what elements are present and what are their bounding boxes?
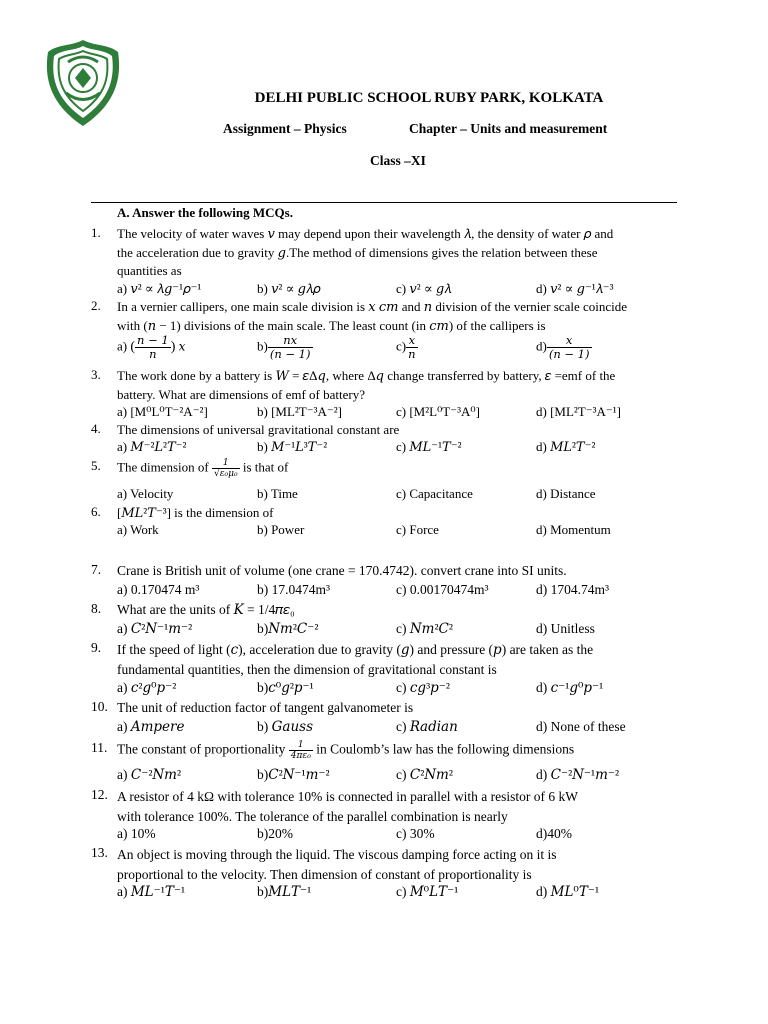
option-c[interactable]: c) 𝐶²𝑁𝑚² <box>396 767 453 782</box>
option-d[interactable]: d) 𝐶⁻²𝑁⁻¹𝑚⁻² <box>536 767 620 782</box>
option-b[interactable]: b)𝑐⁰𝑔²𝑝⁻¹ <box>257 680 314 695</box>
denominator: (𝑛 − 1) <box>548 347 590 361</box>
question-number: 7. <box>91 562 102 577</box>
question-line: quantities as <box>117 263 182 278</box>
numerator: 1 <box>289 740 313 751</box>
question-text-pre: The constant of proportionality <box>117 741 286 757</box>
option-a[interactable]: a) 𝑣² ∝ 𝜆𝑔⁻¹𝜌⁻¹ <box>117 281 202 296</box>
option-a[interactable]: a) 𝑐²𝑔⁰𝑝⁻² <box>117 680 177 695</box>
question-line: The dimensions of universal gravitational constant are <box>117 422 400 437</box>
option-d[interactable] <box>536 334 592 361</box>
option-a[interactable]: a) 𝐶²𝑁⁻¹𝑚⁻² <box>117 621 193 636</box>
option-b[interactable]: b) Time <box>257 486 298 501</box>
fraction <box>212 458 240 479</box>
option-label: a) <box>117 338 128 354</box>
question-line: fundamental quantities, then the dimension of gravitational constant is <box>117 662 497 677</box>
option-c[interactable]: c) 𝑁𝑚²𝐶² <box>396 621 453 636</box>
option-label: c) <box>396 338 407 354</box>
question-text <box>117 367 677 404</box>
option-label: b) <box>257 338 268 354</box>
option-c[interactable]: c) Force <box>396 522 439 537</box>
option-b[interactable]: b) Power <box>257 522 305 537</box>
option-a[interactable]: a) 𝐴𝑚𝑝𝑒𝑟𝑒 <box>117 719 185 734</box>
option-c[interactable] <box>396 334 418 361</box>
question-text-post: in Coulomb’s law has the following dimensions <box>316 741 575 757</box>
paren-close: ) <box>170 339 176 355</box>
factor: 𝑥 <box>178 339 186 354</box>
question-number: 5. <box>91 458 101 473</box>
option-b[interactable]: b) 𝑀⁻¹𝐿³𝑇⁻² <box>257 439 328 454</box>
option-b[interactable]: b)𝐶²𝑁⁻¹𝑚⁻² <box>257 767 330 782</box>
option-d[interactable]: d) Distance <box>536 486 596 501</box>
option-d[interactable]: d) None of these <box>536 719 626 734</box>
option-a[interactable]: a) Work <box>117 522 159 537</box>
question-text <box>117 421 677 440</box>
option-b[interactable]: b) 𝐺𝑎𝑢𝑠𝑠 <box>257 719 314 734</box>
question-text-pre: The dimension of <box>117 459 209 475</box>
numerator: 1 <box>212 458 240 469</box>
option-a[interactable]: a) [M⁰L⁰T⁻²A⁻²] <box>117 404 208 419</box>
question-text <box>117 740 677 761</box>
option-c[interactable]: c) 0.00170474m³ <box>396 582 489 597</box>
option-d[interactable]: d) [ML²T⁻³A⁻¹] <box>536 404 621 419</box>
question-text <box>117 640 677 680</box>
option-a[interactable]: a) Velocity <box>117 486 174 501</box>
question-line: A resistor of 4 kΩ with tolerance 10% is connected in parallel with a resistor of 6 kW <box>117 789 579 804</box>
question-number: 6. <box>91 504 101 519</box>
question-text <box>117 225 677 281</box>
question-line: If the speed of light (𝑐), acceleration due to gravity (𝑔) and pressure (𝑝) are taken as the <box>117 642 594 657</box>
fraction <box>135 334 171 361</box>
option-b[interactable]: b)𝑁𝑚²𝐶⁻² <box>257 621 319 636</box>
question-text <box>117 601 677 620</box>
option-a[interactable]: a) 𝑀⁻²𝐿²𝑇⁻² <box>117 439 187 454</box>
header-divider <box>91 202 677 203</box>
numerator: 𝑛𝑥 <box>268 334 313 348</box>
option-a[interactable]: a) 0.170474 m³ <box>117 582 200 597</box>
option-b[interactable]: b) 𝑣² ∝ 𝑔𝜆𝜌 <box>257 281 321 296</box>
fraction <box>406 334 417 361</box>
question-line: proportional to the velocity. Then dimension of constant of proportionality is <box>117 867 532 882</box>
question-number: 13. <box>91 845 108 860</box>
question-line: [𝑀𝐿²𝑇⁻³] is the dimension of <box>117 505 274 520</box>
numerator: 𝑛 − 1 <box>137 333 169 347</box>
numerator: 𝑥 <box>547 334 592 348</box>
option-b[interactable]: b) 17.0474m³ <box>257 582 331 597</box>
option-d[interactable]: d)40% <box>536 826 572 841</box>
question-text <box>117 699 677 718</box>
fraction <box>547 334 592 361</box>
question-number: 1. <box>91 225 101 240</box>
denominator: 𝑛 <box>149 347 157 361</box>
option-d[interactable]: d) 𝑐⁻¹𝑔⁰𝑝⁻¹ <box>536 680 604 695</box>
option-label: d) <box>536 338 547 354</box>
option-c[interactable]: c) 𝑀𝐿⁻¹𝑇⁻² <box>396 439 462 454</box>
option-c[interactable]: c) Capacitance <box>396 486 473 501</box>
option-b[interactable]: b)𝑀𝐿𝑇⁻¹ <box>257 884 312 899</box>
denominator: (𝑛 − 1) <box>269 347 311 361</box>
option-b[interactable]: b)20% <box>257 826 293 841</box>
paren-open: ( <box>130 339 136 355</box>
option-a[interactable]: a) 𝑀𝐿⁻¹𝑇⁻¹ <box>117 884 186 899</box>
question-number: 2. <box>91 298 101 313</box>
fraction <box>268 334 313 361</box>
chapter-title: Chapter – Units and measurement <box>409 121 608 136</box>
denominator: 4𝜋𝜀₀ <box>290 751 311 761</box>
question-line: An object is moving through the liquid. The viscous damping force acting on it is <box>117 847 557 862</box>
question-text <box>117 787 677 827</box>
option-c[interactable]: c) 𝑀⁰𝐿𝑇⁻¹ <box>396 884 459 899</box>
option-c[interactable]: c) [M²L⁰T⁻³A⁰] <box>396 404 480 419</box>
option-b[interactable]: b) [ML²T⁻³A⁻²] <box>257 404 342 419</box>
question-text-post: is that of <box>242 459 289 475</box>
school-logo <box>44 38 122 128</box>
question-number: 10. <box>91 699 108 714</box>
question-text <box>117 298 677 335</box>
question-line: with (𝑛 − 1) divisions of the main scale. The least count (in 𝑐𝑚) of the callipers is <box>117 317 546 333</box>
question-number: 9. <box>91 640 102 655</box>
numerator: 𝑥 <box>406 334 417 348</box>
question-text <box>117 458 677 479</box>
question-number: 12. <box>91 787 108 802</box>
question-line: The velocity of water waves 𝑣 may depend upon their wavelength 𝜆, the density of water 𝜌 and <box>117 226 614 241</box>
question-line: battery. What are dimensions of emf of battery? <box>117 386 365 402</box>
question-text <box>117 504 677 523</box>
option-d[interactable]: d) 1704.74m³ <box>536 582 610 597</box>
option-c[interactable]: c) 𝑅𝑎𝑑𝑖𝑎𝑛 <box>396 719 458 734</box>
fraction <box>289 740 313 761</box>
option-a[interactable] <box>117 334 185 361</box>
option-d[interactable]: d) 𝑀𝐿⁰𝑇⁻¹ <box>536 884 599 899</box>
question-line: What are the units of 𝐾 = 1/4𝜋𝜀₀ <box>117 602 295 617</box>
option-d[interactable]: d) 𝑀𝐿²𝑇⁻² <box>536 439 596 454</box>
question-line: the acceleration due to gravity 𝑔.The method of dimensions gives the relation between these <box>117 244 598 260</box>
question-text <box>117 845 677 885</box>
class-label: Class –XI <box>370 153 426 168</box>
option-b[interactable] <box>257 334 313 361</box>
question-number: 3. <box>91 367 101 382</box>
option-a[interactable]: a) 𝐶⁻²𝑁𝑚² <box>117 767 182 782</box>
question-line: The unit of reduction factor of tangent galvanometer is <box>117 700 414 715</box>
question-number: 4. <box>91 421 101 436</box>
denominator: √𝜀₀𝜇₀ <box>213 469 238 479</box>
school-name: DELHI PUBLIC SCHOOL RUBY PARK, KOLKATA <box>254 90 604 106</box>
denominator: 𝑛 <box>408 347 416 361</box>
option-c[interactable]: c) 30% <box>396 826 435 841</box>
option-c[interactable]: c) 𝑐𝑔³𝑝⁻² <box>396 680 450 695</box>
option-d[interactable]: d) Momentum <box>536 522 611 537</box>
question-number: 8. <box>91 601 102 616</box>
option-a[interactable]: a) 10% <box>117 826 156 841</box>
question-line: Crane is British unit of volume (one crane = 170.4742). convert crane into SI units. <box>117 563 567 578</box>
section-heading: A. Answer the following MCQs. <box>117 205 293 220</box>
option-c[interactable]: c) 𝑣² ∝ 𝑔𝜆 <box>396 281 452 296</box>
question-line: The work done by a battery is 𝑊 = 𝜀Δ𝑞, where Δ𝑞 change transferred by battery, 𝜀 =emf of the <box>117 368 616 383</box>
option-d[interactable]: d) 𝑣² ∝ 𝑔⁻¹𝜆⁻³ <box>536 281 614 296</box>
option-d[interactable]: d) Unitless <box>536 621 595 636</box>
question-number: 11. <box>91 740 108 755</box>
question-text <box>117 562 677 581</box>
question-line: In a vernier callipers, one main scale division is 𝑥 𝑐𝑚 and 𝑛 division of the vernier scale coincide <box>117 299 628 314</box>
assignment-title: Assignment – Physics <box>223 121 347 136</box>
question-line: with tolerance 100%. The tolerance of the parallel combination is nearly <box>117 809 508 824</box>
